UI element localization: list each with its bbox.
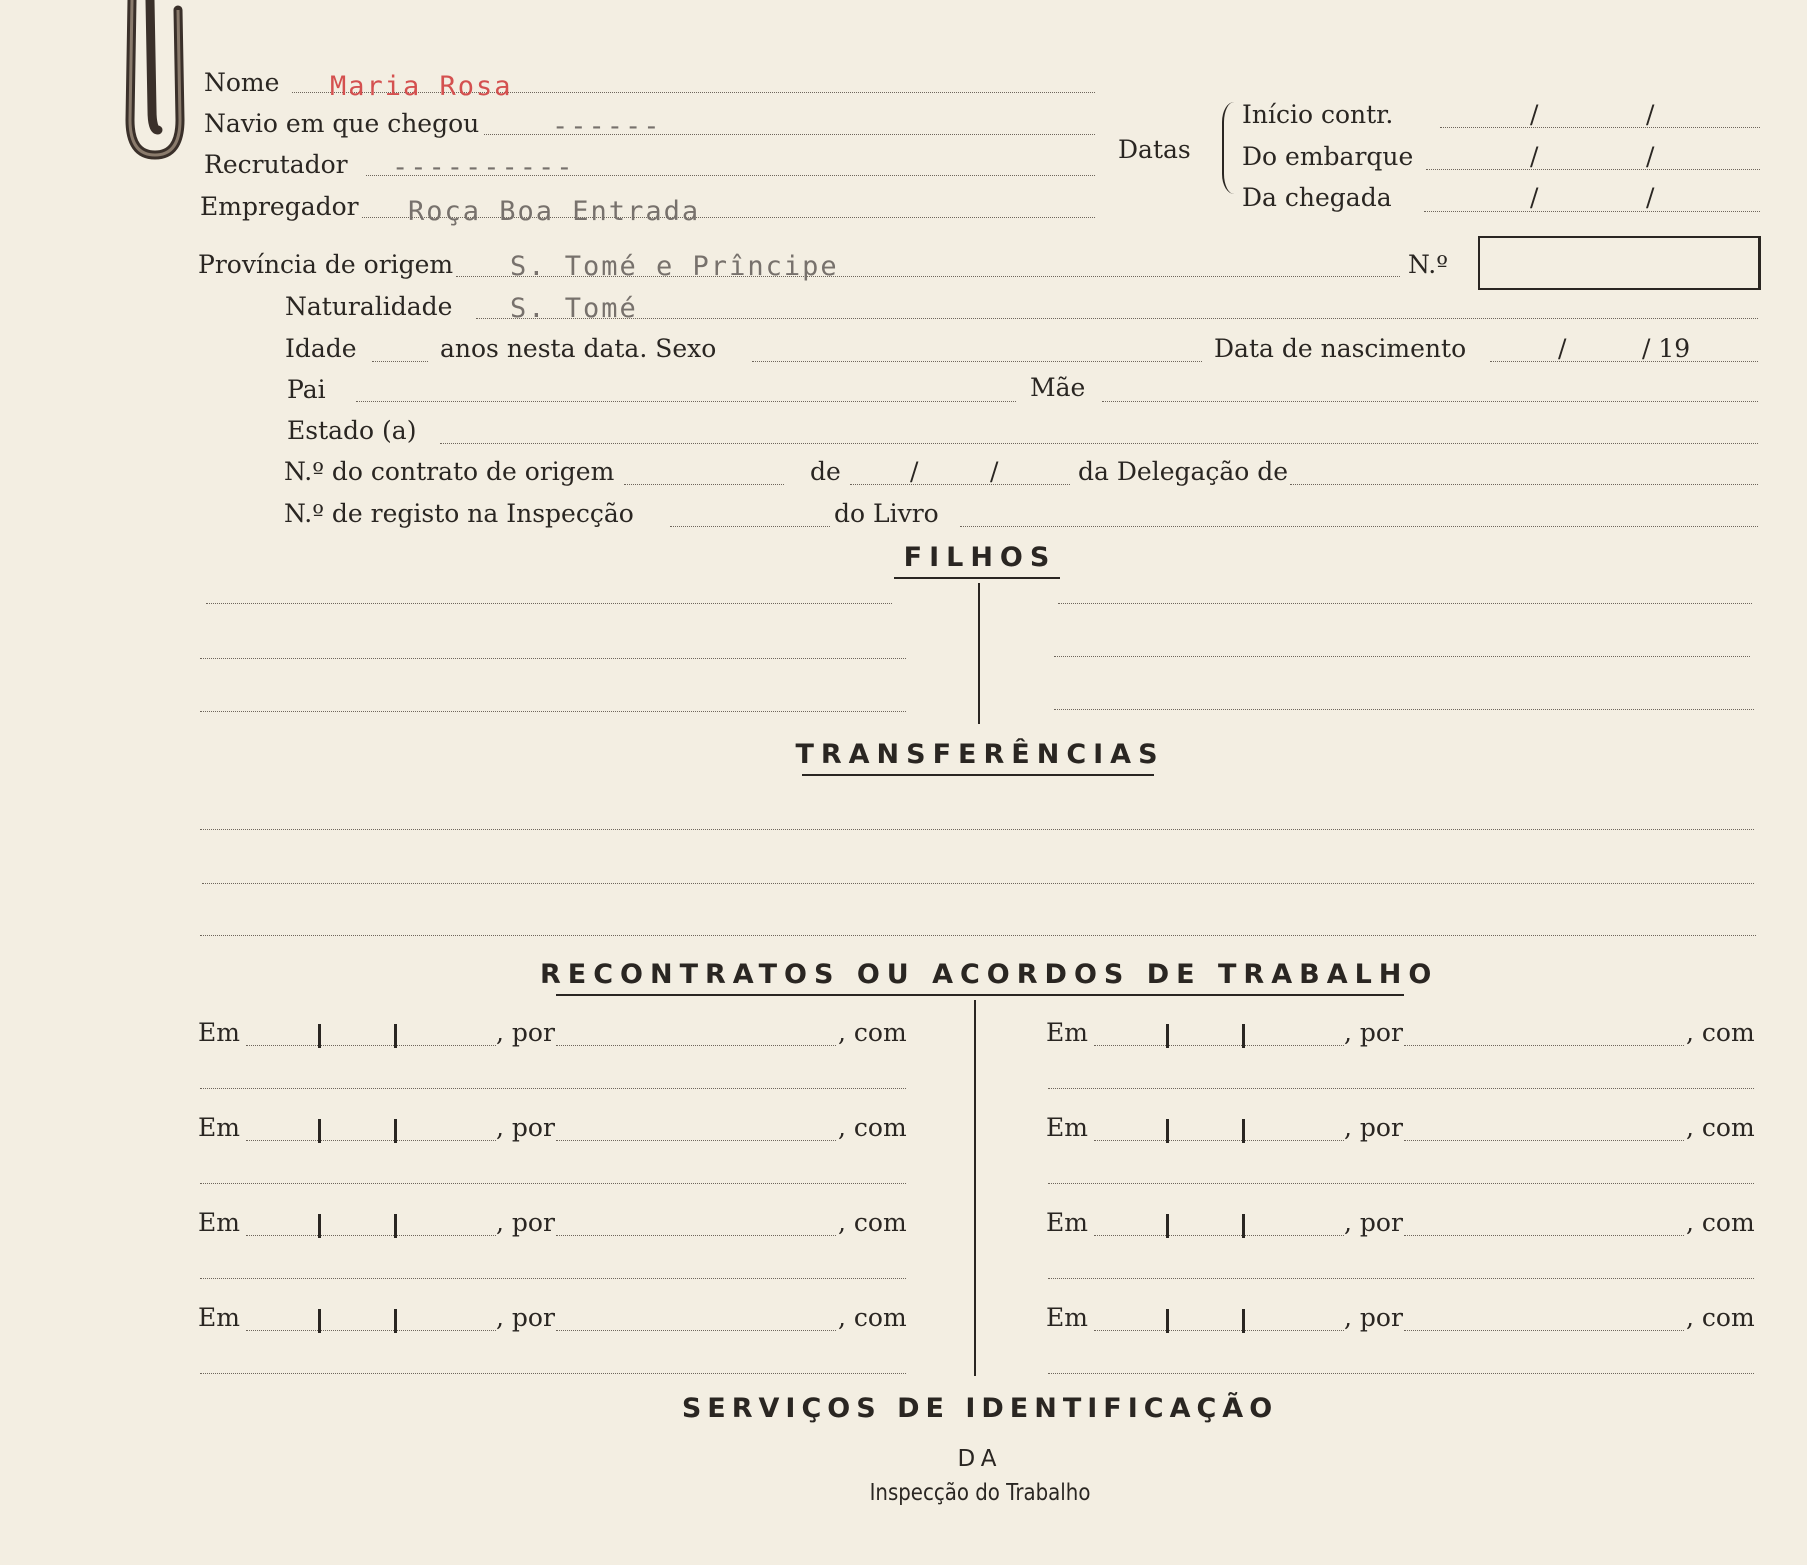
de-label: de — [810, 457, 841, 486]
numero-box[interactable] — [1478, 236, 1761, 290]
livro-label: do Livro — [834, 499, 939, 528]
recontrato-date-line — [1094, 1140, 1344, 1141]
filhos-line — [206, 603, 892, 604]
recontrato-com-label: , com — [1686, 1113, 1755, 1142]
recontrato-com-label: , com — [838, 1208, 907, 1237]
recontrato-date-separator — [394, 1119, 397, 1143]
estado-line — [440, 443, 1758, 444]
transferencias-line — [200, 829, 1754, 830]
footer-subtitle: Inspecção do Trabalho — [869, 1480, 1091, 1506]
recontrato-com-label: , com — [838, 1113, 907, 1142]
transferencias-underline — [802, 774, 1154, 776]
recontrato-line — [200, 1088, 906, 1089]
filhos-line — [1054, 656, 1750, 657]
idade-line — [372, 361, 428, 362]
mae-line — [1102, 401, 1758, 402]
transferencias-line — [200, 935, 1756, 936]
nascimento-slash: / — [1558, 334, 1567, 363]
recontrato-por-label: , por — [1344, 1113, 1403, 1142]
inicio-label: Início contr. — [1242, 100, 1394, 129]
registo-label: N.º de registo na Inspecção — [284, 499, 634, 528]
recontratos-underline — [556, 994, 1404, 996]
nascimento-year: / 19 — [1642, 334, 1691, 363]
navio-label: Navio em que chegou — [204, 109, 480, 138]
embarque-label: Do embarque — [1242, 142, 1414, 171]
recontrato-date-line — [246, 1045, 496, 1046]
registo-line — [670, 526, 830, 527]
recontrato-por-line — [556, 1330, 836, 1331]
recontrato-com-label: , com — [1686, 1303, 1755, 1332]
recontrato-date-separator — [1242, 1214, 1245, 1238]
recontrato-line — [200, 1373, 906, 1374]
embarque-slash-2: / — [1646, 142, 1655, 171]
inicio-line — [1440, 127, 1760, 128]
recontrato-por-label: , por — [496, 1018, 555, 1047]
recontrato-por-line — [1404, 1330, 1684, 1331]
inicio-slash-1: / — [1530, 100, 1539, 129]
empregador-label: Empregador — [200, 192, 359, 221]
recontrato-date-line — [1094, 1235, 1344, 1236]
nome-label: Nome — [204, 68, 280, 97]
recontrato-por-label: , por — [1344, 1018, 1403, 1047]
naturalidade-label: Naturalidade — [285, 292, 453, 321]
recontrato-date-line — [1094, 1045, 1344, 1046]
recontrato-line — [1048, 1088, 1754, 1089]
transferencias-line — [202, 883, 1754, 884]
recontrato-date-separator — [1166, 1309, 1169, 1333]
recontrato-por-line — [1404, 1235, 1684, 1236]
recontrato-date-separator — [318, 1119, 321, 1143]
recontrato-date-separator — [318, 1214, 321, 1238]
recontrato-por-label: , por — [496, 1208, 555, 1237]
chegada-label: Da chegada — [1242, 183, 1392, 212]
recrutador-value: ---------- — [392, 152, 575, 183]
recontrato-date-separator — [1242, 1119, 1245, 1143]
recontrato-date-separator — [394, 1024, 397, 1048]
recontratos-divider — [974, 1000, 976, 1376]
recontrato-date-separator — [1242, 1024, 1245, 1048]
recontrato-em-label: Em — [198, 1208, 240, 1237]
recontrato-date-line — [1094, 1330, 1344, 1331]
paper-clip-icon — [110, 0, 190, 170]
recontrato-por-line — [556, 1140, 836, 1141]
recontrato-em-label: Em — [198, 1303, 240, 1332]
recontrato-por-label: , por — [1344, 1303, 1403, 1332]
recontrato-em-label: Em — [1046, 1113, 1088, 1142]
contrato-slash-1: / — [910, 457, 919, 486]
contrato-line — [624, 484, 784, 485]
recontrato-por-line — [556, 1235, 836, 1236]
delegacao-label: da Delegação de — [1078, 457, 1289, 486]
contrato-date-line — [850, 484, 1070, 485]
embarque-slash-1: / — [1530, 142, 1539, 171]
datas-label: Datas — [1118, 135, 1191, 164]
recontrato-por-line — [1404, 1045, 1684, 1046]
recontrato-com-label: , com — [1686, 1208, 1755, 1237]
recontrato-line — [200, 1183, 906, 1184]
recontrato-por-line — [1404, 1140, 1684, 1141]
mae-label: Mãe — [1030, 373, 1086, 402]
empregador-value: Roça Boa Entrada — [408, 196, 701, 227]
nascimento-label: Data de nascimento — [1214, 334, 1467, 363]
contrato-label: N.º do contrato de origem — [284, 457, 615, 486]
recontrato-line — [1048, 1183, 1754, 1184]
recontrato-line — [200, 1278, 906, 1279]
delegacao-line — [1290, 484, 1758, 485]
footer-da: DA — [957, 1446, 1003, 1472]
filhos-underline — [894, 577, 1060, 579]
provincia-label: Província de origem — [198, 250, 454, 279]
recontratos-heading: RECONTRATOS OU ACORDOS DE TRABALHO — [540, 959, 1439, 990]
filhos-line — [200, 658, 906, 659]
recontrato-date-separator — [1166, 1214, 1169, 1238]
pai-line — [356, 401, 1016, 402]
navio-value: ------ — [552, 111, 662, 142]
estado-label: Estado (a) — [287, 416, 417, 445]
recontrato-por-label: , por — [496, 1303, 555, 1332]
recontrato-date-line — [246, 1235, 496, 1236]
filhos-divider — [978, 583, 980, 724]
nome-value: Maria Rosa — [330, 71, 513, 102]
recontrato-em-label: Em — [1046, 1208, 1088, 1237]
inicio-slash-2: / — [1646, 100, 1655, 129]
naturalidade-value: S. Tomé — [510, 293, 638, 324]
recontrato-em-label: Em — [1046, 1303, 1088, 1332]
recontrato-em-label: Em — [1046, 1018, 1088, 1047]
recontrato-por-label: , por — [496, 1113, 555, 1142]
anos-sexo-label: anos nesta data. Sexo — [440, 334, 717, 363]
pai-label: Pai — [287, 375, 326, 404]
nascimento-line — [1490, 361, 1758, 362]
recontrato-date-separator — [318, 1024, 321, 1048]
embarque-line — [1426, 169, 1760, 170]
recontrato-line — [1048, 1373, 1754, 1374]
chegada-line — [1424, 211, 1760, 212]
recrutador-label: Recrutador — [204, 150, 348, 179]
datas-brace — [1222, 102, 1236, 194]
recontrato-date-separator — [394, 1214, 397, 1238]
chegada-slash-2: / — [1646, 183, 1655, 212]
filhos-heading: FILHOS — [903, 542, 1057, 573]
transferencias-heading: TRANSFERÊNCIAS — [795, 739, 1165, 770]
naturalidade-line — [476, 318, 1758, 319]
recontrato-com-label: , com — [1686, 1018, 1755, 1047]
recontrato-date-separator — [1242, 1309, 1245, 1333]
recontrato-por-line — [556, 1045, 836, 1046]
chegada-slash-1: / — [1530, 183, 1539, 212]
filhos-line — [1058, 603, 1752, 604]
idade-label: Idade — [285, 334, 357, 363]
provincia-value: S. Tomé e Prîncipe — [510, 251, 839, 282]
recontrato-date-separator — [1166, 1119, 1169, 1143]
recontrato-com-label: , com — [838, 1018, 907, 1047]
contrato-slash-2: / — [990, 457, 999, 486]
sexo-line — [752, 361, 1202, 362]
recontrato-date-separator — [394, 1309, 397, 1333]
livro-line — [960, 526, 1758, 527]
recontrato-com-label: , com — [838, 1303, 907, 1332]
recontrato-date-separator — [1166, 1024, 1169, 1048]
recontrato-date-line — [246, 1140, 496, 1141]
filhos-line — [1054, 709, 1754, 710]
filhos-line — [200, 711, 906, 712]
recontrato-em-label: Em — [198, 1018, 240, 1047]
recontrato-date-separator — [318, 1309, 321, 1333]
recontrato-em-label: Em — [198, 1113, 240, 1142]
recontrato-date-line — [246, 1330, 496, 1331]
recontrato-line — [1048, 1278, 1754, 1279]
footer-title: SERVIÇOS DE IDENTIFICAÇÃO — [681, 1393, 1279, 1424]
numero-label: N.º — [1408, 250, 1448, 279]
recontrato-por-label: , por — [1344, 1208, 1403, 1237]
